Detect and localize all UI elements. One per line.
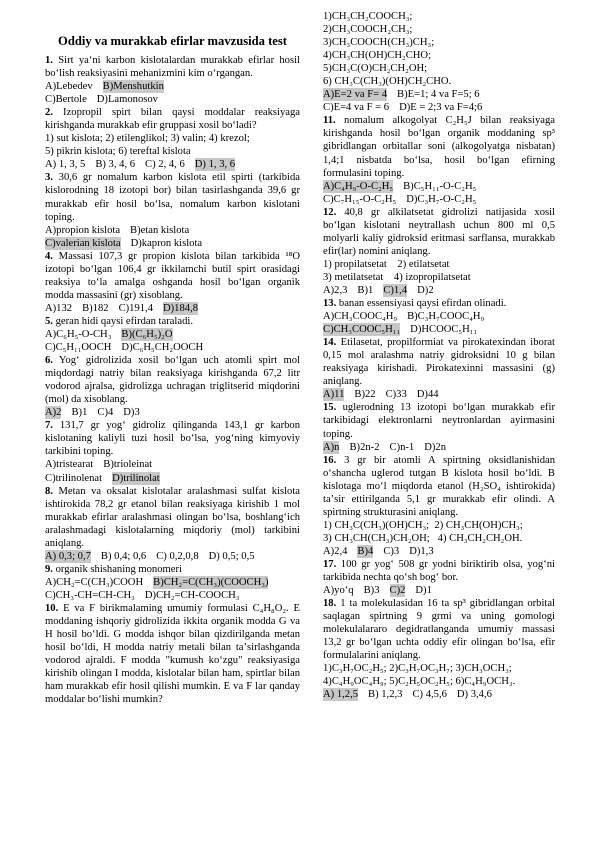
answer-options [45,550,300,563]
statement-line: 4)CH₃CH(OH)CH₂CHO; [323,50,432,62]
question-number: 4. [45,250,53,262]
answer-option: B) 0,4; 0,6 [100,550,147,562]
answer-options [45,80,300,93]
answer-option: D)HCOOC₅H₁₁ [410,324,478,336]
correct-answer-option: A)E=2 va F= 4 [323,89,388,101]
answer-options [45,224,300,237]
answer-option: C)3 [383,545,400,557]
answer-option: B)etan kislota [130,224,190,236]
question-text: uglerodning 13 izotopi boʻlgan murakkab efir tarkibidagi elektronlarni neytronlardan ayirmasini toping. [323,402,555,440]
answer-option: A)C₆H₅-O-CH₃ [45,328,112,340]
correct-answer-option: A) 0,3; 0,7 [45,550,91,562]
answer-option: D)3 [123,407,140,419]
answer-option: D)C₃H₇-O-C₂H₅ [406,193,477,205]
question [45,602,300,706]
question [45,250,300,302]
answer-options [323,388,555,401]
answer-options [45,302,300,315]
question-number: 5. [45,315,53,327]
answer-option: A)CH₃COOC₄H₉ [323,311,398,323]
answer-options [45,93,300,106]
answer-options [45,576,300,589]
answer-option: C)CH₃-CH=CH-CH₃ [45,589,135,601]
answer-option: B)C₅H₁₁-O-C₂H₅ [403,180,477,192]
question [45,106,300,132]
question-number: 10. [45,602,59,614]
answer-option: B)182 [82,302,109,314]
correct-answer-option: B)(C₆H₅)₂O [121,328,173,340]
statement-line: 6) CH₃C(CH₃)(OH)CH₂CHO. [323,76,452,88]
question-number: 11. [323,115,336,127]
question [45,315,300,328]
answer-options [45,328,300,341]
correct-answer-option: C)CH₃COOC₅H₁₁ [323,324,401,336]
answer-option: D)1,3 [409,545,434,557]
answer-options [45,406,300,419]
answer-options [323,688,555,701]
question-number: 18. [323,598,337,610]
answer-options [323,88,555,101]
answer-option: D)Lamonosov [96,94,158,106]
statement-line: 1) sut kislota; 2) etilenglikol; 3) valin; 4) krezol; [45,133,250,145]
answer-option: C)C₇H₁₅-O-C₂H₅ [323,193,397,205]
statement-line: 1)C₃H₇OC₂H₅; 2)C₃H₇OC₃H₇; 3)CH₃OCH₃; [323,663,512,675]
question [323,297,555,310]
statement-line: 1) propilatsetat 2) etilatsetat [323,258,450,270]
statement-line: 5)CH₃C(O)CH₂CH₂OH; [323,63,428,75]
left-column [45,34,300,706]
answer-options [45,458,300,471]
question-text: 30,6 gr nomalum karbon kislota etil spirti (tarkibida kislorodning 18 izotopi bor) bilan tasirlashganda 39,6 gr murakkab efir hosil boʻlsa, nomalum karbon kislotani toping. [45,172,300,223]
statement-line: 1)CH₃CH₂COOCH₃; [323,11,413,22]
answer-options [45,158,300,171]
statement-line: 5) pikrin kislota; 6) tereftal kislota [45,146,191,158]
answer-option: C) 4,5,6 [412,689,447,701]
question [323,558,555,584]
answer-options [323,310,555,323]
answer-option: D)E = 2;3 va F=4;6 [399,102,483,114]
answer-option: D) 0,5; 0,5 [208,550,255,562]
answer-option: C)trilinolenat [45,472,103,484]
question-text: geran hidi qaysi efirdan taraladi. [52,315,193,327]
answer-option: B)E=1; 4 va F=5; 6 [397,89,480,101]
question-text: banan essensiyasi qaysi efirdan olinadi. [336,298,507,310]
answer-option: B) 1,2,3 [368,689,403,701]
answer-option: C)E=4 va F = 6 [323,102,390,114]
correct-answer-option: C)1,4 [383,284,408,296]
question [323,454,555,519]
answer-option: B)trioleinat [103,459,153,471]
answer-option: D)1 [415,585,432,597]
statement-line: 2)CH₃COOCH₂CH₃; [323,24,413,36]
question [45,171,300,223]
answer-options [45,589,300,602]
question [45,563,300,576]
correct-answer-option: A) 1,2,5 [323,689,359,701]
question [323,401,555,440]
answer-options [323,101,555,114]
correct-answer-option: D) 1, 3, 6 [194,159,236,171]
statement-line: 1) CH₃C(CH₃)(OH)CH₃; 2) CH₃CH(OH)CH₃; [323,519,523,531]
correct-answer-option: A)C₄H₉-O-C₂H₅ [323,180,394,192]
question-text: nomalum alkogolyat C₂H₅J bilan reaksiyaga kirishganda hosil boʻlgan organik moddaning sp³ gibridlangan orbitallar soni (alkogolyatga nisbatan) 1,4;1 nisbatda boʻlsa, hosil boʻlgan efirning formulasini toping. [323,115,555,179]
answer-option: B)1 [357,284,374,296]
answer-option: B)3 [363,585,380,597]
question-text: Sirt yaʻni karbon kislotalardan murakkab efirlar hosil boʻlish reaksiyasini mehanizmini kim oʻrgangan. [45,55,300,80]
answer-options [45,472,300,485]
question [323,114,555,179]
question-text: 1 ta molekulasidan 16 ta sp³ gibridlangan orbital saqlagan spirtning 9 grmi va uning gomologi molekulalararo degidratlanganda umumiy massasi 13,2 gr boʻlgan uchta oddiy efir olingan boʻlsa, efir formulalarini aniqlang. [323,598,555,662]
statement-line: 3) CH₃CH(CH₃)CH₂OH; 4) CH₃CH₂CH₂OH. [323,532,523,544]
question [323,597,555,662]
question [323,206,555,258]
question-number: 2. [45,107,53,119]
answer-option: D)C₆H₅CH₂OOCH [121,342,204,354]
question-number: 6. [45,355,53,367]
question-text: 131,7 gr yogʻ gidroliz qilinganda 143,1 gr karbon kislotaning kaliyli tuzi hosil boʻlsa, yogʻning kimyoviy tarkibini toping. [45,420,300,458]
page-title: Oddiy va murakkab efirlar mavzusida test [58,34,287,48]
answer-option: C)191,4 [118,302,153,314]
question-number: 7. [45,420,53,432]
answer-options [323,180,555,193]
question-text: Metan va oksalat kislotalar aralashmasi sulfat kislota ishtirokida 78,2 gr etanol bilan reaksiyaga kirishib 1 mol murakkab efirlar aralashmasi olingan boʻlsa, boshlangʻich aralashmadagi kislotalarning miqdoriy (mol) tarkibini aniqlang. [45,485,300,549]
question-text: E va F birikmalaming umumiy formulasi C₄H₈O₂. E moddaning ishqoriy gidrolizida ikkita organik modda G va H hosil boʻldi. G modda ishqor bilan qizdirilganda metan hosil boʻldi, H modda natriy metali bilan taʼsirlashganda vodorod ajraldi. F modda "kumush koʻzgu" reaksiyasiga kirishib olingan I modda, kislotalar bilan ham, spirtlar bilan ham murakkab efir hosil qilishi mumkin. E va F lar qanday moddalar boʻlishi mumkin? [45,602,300,706]
answer-option: A) 1, 3, 5 [45,159,86,171]
correct-answer-option: D)trilinolat [112,472,160,484]
question-number: 12. [323,206,337,218]
answer-option: B)1 [71,407,88,419]
question-number: 16. [323,454,337,466]
answer-options [323,441,555,454]
answer-option: A)2,3 [323,284,348,296]
answer-option: D)kapron kislota [130,237,203,249]
question [45,354,300,406]
answer-option: A)yoʻq [323,585,354,597]
answer-options [323,323,555,336]
question-number: 15. [323,402,337,414]
answer-option: A)tristearat [45,459,94,471]
question [45,54,300,80]
question-text: Izopropil spirt bilan qaysi moddalar reaksiyaga kirishganda murakkab efir gruppasi xosil boʻladi? [45,107,300,132]
correct-answer-option: B)4 [357,545,374,557]
answer-option: A)Lebedev [45,81,93,93]
question-text: 40,8 gr alkilatsetat gidrolizi natijasida xosil boʻlgan kislotani neytrallash uchun 800 ml 0,5 molyarli kaliy gidroksid eritmasi sarflansa, murakkab efir(lar) nomini aniqlang. [323,206,555,257]
question-number: 8. [45,485,53,497]
answer-option: A)132 [45,302,73,314]
question [45,485,300,550]
question-number: 3. [45,172,53,184]
correct-answer-option: C)2 [389,585,406,597]
answer-option: C)Bertole [45,94,87,106]
question-text: Etilasetat, propilformiat va pirokatexindan iborat 0,15 mol aralashma natriy gidroksidni 10 g bilan reaksiyaga kirishadi. Pirokatexinni massasini (g) aniqlang. [323,337,555,388]
correct-answer-option: B)Menshutkin [102,81,164,93]
right-column [323,10,555,701]
question-number: 17. [323,558,337,570]
question-text: 100 gr yogʻ 508 gr yodni biriktirib olsa, yogʻni tarkibida nechta qoʻsh bogʻ bor. [323,558,555,584]
answer-option: C) 0,2,0,8 [156,550,199,562]
answer-option: D)CH₂=CH-COOCH₃ [144,589,240,601]
answer-option: D) 3,4,6 [456,689,492,701]
statement-line: 3) metilatsetat 4) izopropilatsetat [323,271,471,283]
answer-options [323,584,555,597]
answer-option: C)33 [385,389,407,401]
answer-option: A)CH₂=C(CH₃)COOH [45,576,144,588]
question-text: Massasi 107,3 gr propion kislota bilan tarkibida ¹⁸O izotopi boʻlgan 106,4 gr ikkilamchi butil spirt orasidagi reaksiya toʻla amalga oshganda hosil boʻlgan organik modda massasini (gr) xisoblang. [45,250,300,301]
answer-options [45,341,300,354]
question [323,336,555,388]
correct-answer-option: B)CH₂=C(CH₃)(COOCH₃) [153,576,269,588]
statement-line: 3)CH₃COOCH(CH₃)CH₃; [323,37,435,49]
answer-option: B)C₃H₇COOC₄H₉ [407,311,485,323]
question-text: Yogʻ gidrolizida xosil boʻlgan uch atomli spirt mol miqdordagi natriy bilan reaksiyaga kirishganda 67,2 litr vodorod ajralsa, gidrolizga uchragan triglitserid miqdorini (mol) da xisoblang. [45,355,300,406]
answer-option: B)2n-2 [349,441,380,453]
correct-answer-option: A)2 [45,407,62,419]
answer-option: B)22 [354,389,376,401]
answer-option: D)2n [424,441,446,453]
answer-option: A)2,4 [323,545,348,557]
answer-options [323,284,555,297]
question-number: 13. [323,298,337,310]
answer-options [45,237,300,250]
answer-option: B) 3, 4, 6 [95,159,136,171]
correct-answer-option: A)11 [323,389,345,401]
correct-answer-option: A)n [323,441,340,453]
answer-option: C)n-1 [389,441,415,453]
answer-option: C)C₅H₁₁OOCH [45,342,112,354]
question [45,419,300,458]
correct-answer-option: D)184,8 [163,302,199,314]
answer-option: A)propion kislota [45,224,121,236]
answer-option: D)44 [416,389,439,401]
question-text: 3 gr bir atomli A spirtning oksidlanishidan oʻshancha uglerod tutgan B kislota hosil boʻldi. B kislotaga moʻl miqdorda etanol (H₂SO₄ ishtirokida) taʼsir ettirilganda 5,1 gr murakkab efir olindi. A spirtning strukturasini aniqlang. [323,454,555,518]
question-number: 14. [323,337,337,349]
question-number: 9. [45,563,53,575]
question-text: organik shishaning monomeri [52,563,182,575]
answer-option: D)2 [417,284,434,296]
question-number: 1. [45,55,53,66]
answer-option: C) 2, 4, 6 [145,159,185,171]
answer-options [323,545,555,558]
answer-option: C)4 [97,407,114,419]
correct-answer-option: C)valerian kislota [45,237,121,249]
answer-options [323,193,555,206]
statement-line: 4)C₄H₉OC₄H₉; 5)C₂H₅OC₂H₅; 6)C₄H₉OCH₃. [323,676,516,688]
